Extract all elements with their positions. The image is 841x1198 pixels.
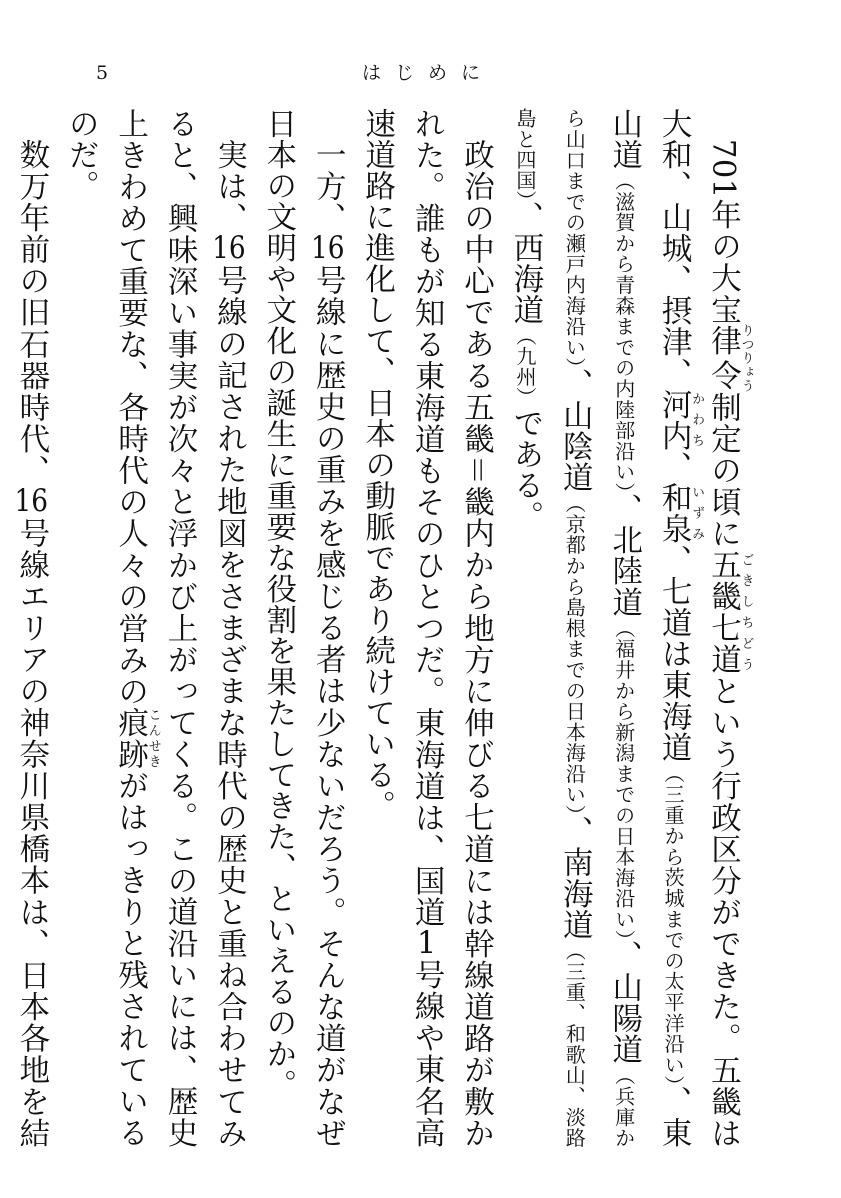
text-run: 、山陽道	[606, 940, 642, 1066]
text-run: 、北陸道	[606, 492, 642, 618]
paragraph-5	[0, 108, 56, 1148]
ruby-base: 五畿七道	[705, 548, 741, 676]
paragraph-1	[500, 108, 753, 1148]
ruby-base: 痕跡	[112, 707, 148, 771]
text-run: 701年の大宝	[705, 138, 741, 326]
text-run: 、	[656, 451, 692, 483]
ruby-reading: りつりょう	[738, 323, 754, 393]
paragraph-2	[352, 108, 500, 1148]
annotation-nankaido: （三重、和歌山、淡路島と四国）	[512, 108, 587, 1149]
text-run: という行政区分ができた。五畿は大和、山城、摂津、	[656, 108, 741, 1149]
text-run: 一方、	[310, 138, 346, 234]
ruby-reading: ごきしちどう	[738, 548, 754, 675]
ruby-kawachi	[656, 388, 705, 452]
text-run: 、西海道	[507, 201, 543, 326]
annotation-saikaido: （九州）	[512, 325, 537, 408]
route-number: 16	[212, 233, 246, 264]
ruby-base: 律令	[705, 323, 741, 393]
text-run: 号線エリアの神奈川県橋本は、日本各地を結	[13, 516, 49, 1149]
text-run: 、七道は東海道	[656, 544, 692, 763]
route-number: 16	[310, 233, 345, 264]
ruby-reading: いずみ	[689, 482, 705, 545]
text-run: である。	[507, 407, 543, 532]
annotation-hokurikudo: （福井から新潟までの日本海沿い）	[611, 617, 636, 941]
running-head: はじめに	[361, 62, 494, 84]
text-run: 号線や東名高速道路に進化して、日本の動脈であり続けている。	[359, 108, 445, 1148]
paragraph-3	[253, 108, 352, 1148]
annotation-sanyodo: （兵庫から山口までの瀬戸内海沿い）	[562, 108, 636, 1149]
vertical-text-body	[13, 108, 754, 1149]
route-number: 1	[416, 928, 437, 959]
text-run: 号線に歴史の重みを感じる者は少ないだろう。そんな道がなぜ日本の文明や文化の誕生に重要な役割を果たしてきた、といえるのか。	[260, 108, 346, 1149]
text-run: 制定の頃に	[705, 390, 741, 549]
text-run: 、東山道	[606, 108, 692, 1148]
text-run: 実は、	[211, 138, 247, 234]
route-number: 16	[14, 485, 49, 517]
ruby-gokishichido	[705, 548, 754, 676]
ruby-reading: かわち	[689, 388, 705, 451]
text-run: 、山陰道	[557, 368, 593, 493]
paragraph-4	[56, 108, 254, 1148]
text-run: 数万年前の旧石器時代、	[13, 138, 49, 486]
annotation-saninddo: （京都から島根までの日本海沿い）	[562, 492, 587, 816]
text-run: がはっきりと残されているのだ。	[63, 108, 148, 1148]
text-run: 、南海道	[557, 815, 593, 941]
annotation-tokaido: （三重から茨城までの太平洋沿い）	[661, 762, 686, 1086]
ruby-base: 河内	[656, 388, 692, 452]
ruby-base: 和泉	[656, 482, 692, 545]
text-run: 号線の記された地図をさまざまな時代の歴史と重ね合わせてみると、興味深い事実が次々と浮かび上がってくる。この道沿いには、歴史上きわめて重要な、各時代の人々の営みの	[112, 108, 247, 1149]
text-run: 政治の中心である五畿＝畿内から地方に伸びる七道には幹線道路が敷かれた。誰もが知る東海道もそのひとつだ。東海道は、国道	[409, 108, 494, 1148]
ruby-ritsuryo	[705, 323, 754, 393]
ruby-konseki	[112, 707, 161, 771]
annotation-tosando: （滋賀から青森までの内陸部沿い）	[611, 170, 636, 493]
page-number: 5	[96, 62, 109, 84]
ruby-izumi	[656, 482, 705, 545]
ruby-reading: こんせき	[145, 707, 161, 770]
